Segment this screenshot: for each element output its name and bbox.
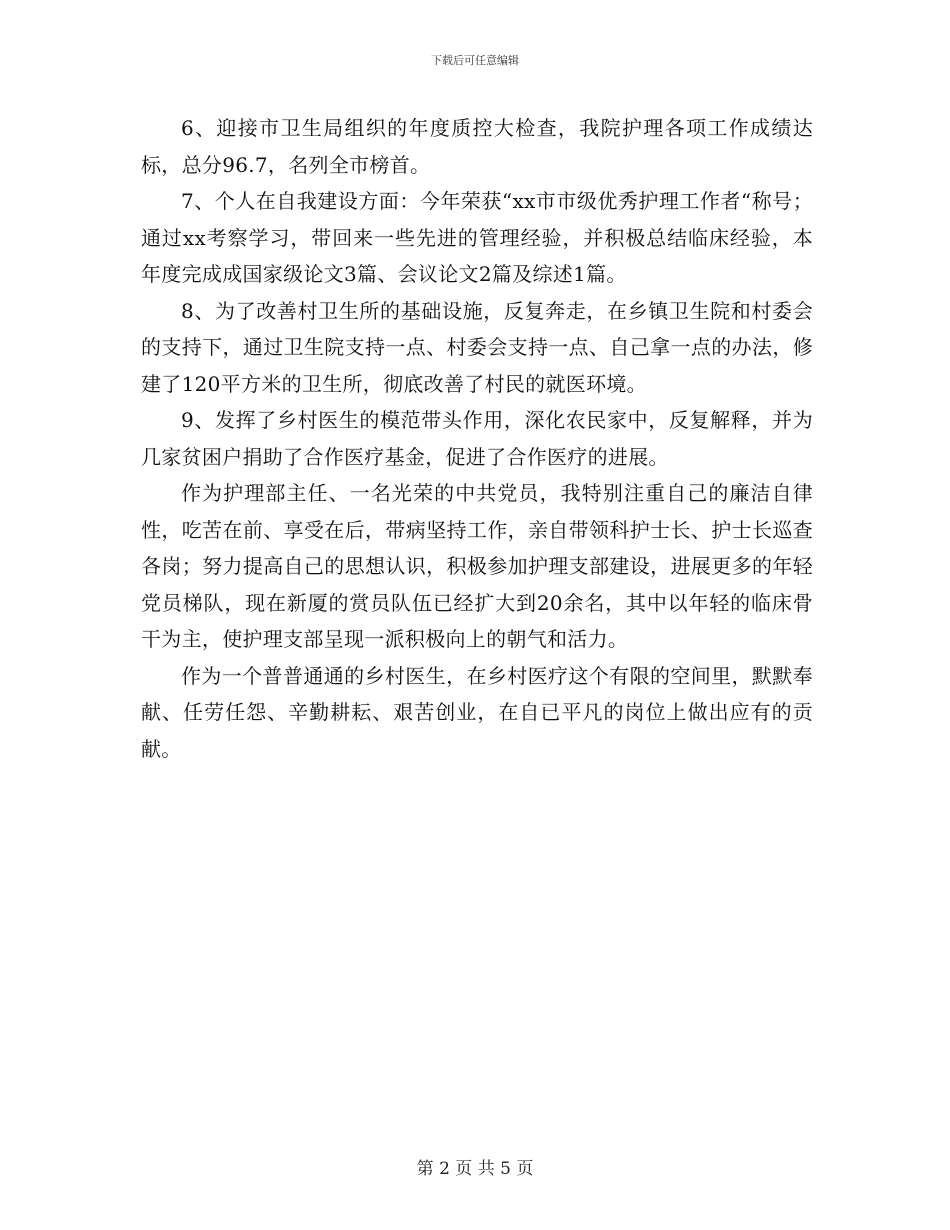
paragraph-item-7: 7、个人在自我建设方面：今年荣获“xx市市级优秀护理工作者“称号；通过xx考察学习，带回来一些先进的管理经验，并积极总结临床经验，本年度完成成国家级论文3篇、会议论文2篇及综述1篇。 [141,189,813,286]
paragraph-party-member: 作为护理部主任、一名光荣的中共党员，我特别注重自己的廉洁自律性，吃苦在前、享受在后，带病坚持工作，亲自带领科护士长、护士长巡查各岗；努力提高自己的思想认识，积极参加护理支部建设，进展更多的年轻党员梯队，现在新厦的赏员队伍已经扩大到20余名，其中以年轻的临床骨干为主，使护理支部呈现一派积极向上的朝气和活力。 [141,481,813,651]
page-number: 第 2 页 共 5 页 [416,1159,534,1179]
paragraph-conclusion: 作为一个普普通通的乡村医生，在乡村医疗这个有限的空间里，默默奉献、任劳任怨、辛勤耕耘、艰苦创业，在自已平凡的岗位上做出应有的贡献。 [141,663,813,761]
document-body [141,110,813,767]
paragraph-item-6: 6、迎接市卫生局组织的年度质控大检查，我院护理各项工作成绩达标，总分96.7，名列全市榜首。 [141,116,813,177]
paragraph-item-8: 8、为了改善村卫生所的基础设施，反复奔走，在乡镇卫生院和村委会的支持下，通过卫生院支持一点、村委会支持一点、自己拿一点的办法，修建了120平方米的卫生所，彻底改善了村民的就医环境。 [141,298,813,396]
paragraph-item-9: 9、发挥了乡村医生的模范带头作用，深化农民家中，反复解释，并为几家贫困户捐助了合作医疗基金，促进了合作医疗的进展。 [141,408,813,469]
page-header: 下载后可任意编辑 [431,54,519,67]
